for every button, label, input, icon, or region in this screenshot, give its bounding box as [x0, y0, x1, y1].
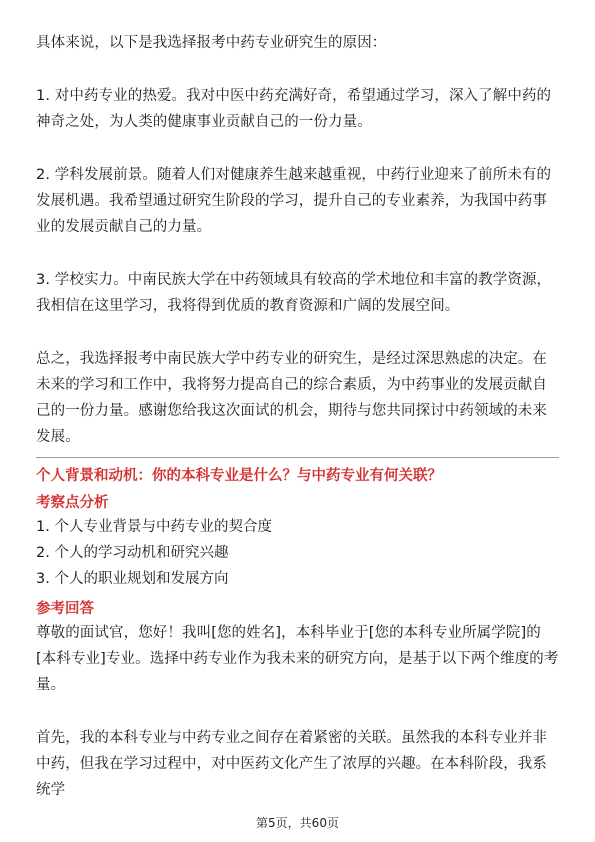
reason-paragraph-2: 2. 学科发展前景。随着人们对健康养生越来越重视，中药行业迎来了前所未有的发展机遇。我希望通过研究生阶段的学习，提升自己的专业素养，为我国中药事业的发展贡献自己的力量。	[36, 167, 552, 235]
analysis-list	[36, 514, 559, 592]
list-item: 1. 个人专业背景与中药专业的契合度	[36, 519, 272, 535]
answer-title: 参考回答	[36, 601, 94, 617]
list-item: 2. 个人的学习动机和研究兴趣	[36, 545, 229, 561]
document-page	[36, 30, 559, 803]
interview-question: 个人背景和动机：你的本科专业是什么？与中药专业有何关联？	[36, 468, 442, 484]
intro-paragraph: 具体来说，以下是我选择报考中药专业研究生的原因：	[36, 35, 387, 51]
list-item: 3. 个人的职业规划和发展方向	[36, 571, 229, 587]
answer-paragraph-1: 尊敬的面试官，您好！我叫[您的姓名]，本科毕业于[您的本科专业所属学院]的[本科专业]专业。选择中药专业作为我未来的研究方向，是基于以下两个维度的考量。	[36, 625, 559, 693]
reason-paragraph-1: 1. 对中药专业的热爱。我对中医中药充满好奇，希望通过学习，深入了解中药的神奇之处，为人类的健康事业贡献自己的一份力量。	[36, 88, 552, 130]
conclusion-paragraph: 总之，我选择报考中南民族大学中药专业的研究生，是经过深思熟虑的决定。在未来的学习和工作中，我将努力提高自己的综合素质，为中药事业的发展贡献自己的一份力量。感谢您给我这次面试的机会，期待与您共同探讨中药领域的未来发展。	[36, 351, 547, 445]
reason-paragraph-3: 3. 学校实力。中南民族大学在中药领域具有较高的学术地位和丰富的教学资源，我相信在这里学习，我将得到优质的教育资源和广阔的发展空间。	[36, 272, 552, 314]
section-divider	[36, 457, 559, 458]
page-number-footer: 第5页，共60页	[256, 816, 339, 830]
analysis-title: 考察点分析	[36, 495, 109, 511]
answer-paragraph-2: 首先，我的本科专业与中药专业之间存在着紧密的关联。虽然我的本科专业并非中药，但我在学习过程中，对中医药文化产生了浓厚的兴趣。在本科阶段，我系统学	[36, 730, 547, 798]
